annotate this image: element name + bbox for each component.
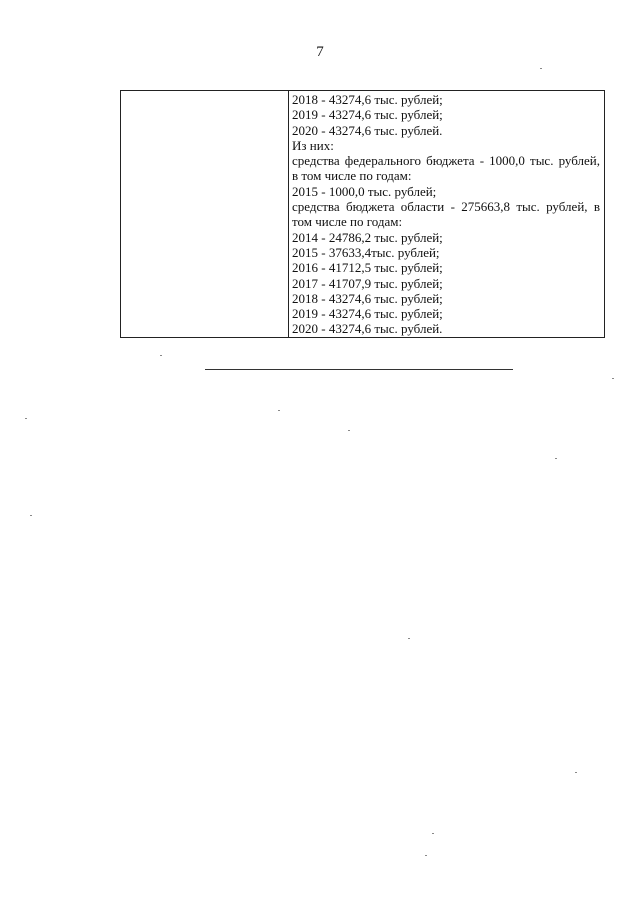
funding-line: Из них: xyxy=(292,137,334,153)
scan-speck xyxy=(540,68,542,69)
table-right-cell xyxy=(289,91,604,337)
scan-speck xyxy=(25,418,27,419)
end-of-section-rule xyxy=(205,369,513,370)
scan-speck xyxy=(348,430,350,431)
funding-line: 2017 - 41707,9 тыс. рублей; xyxy=(292,275,443,291)
scan-speck xyxy=(555,458,557,459)
scan-speck xyxy=(425,855,427,856)
funding-line: 2020 - 43274,6 тыс. рублей. xyxy=(292,122,443,138)
funding-table xyxy=(120,90,605,338)
scan-speck xyxy=(30,515,32,516)
scan-speck xyxy=(278,410,280,411)
scan-speck xyxy=(575,772,577,773)
funding-line: 2014 - 24786,2 тыс. рублей; xyxy=(292,229,443,245)
funding-line: 2015 - 1000,0 тыс. рублей; xyxy=(292,183,437,199)
funding-line: 2020 - 43274,6 тыс. рублей. xyxy=(292,321,443,337)
funding-line: средства бюджета области - 275663,8 тыс. рублей, в xyxy=(292,199,600,215)
page-number: 7 xyxy=(316,44,324,60)
table-left-cell xyxy=(121,91,289,337)
funding-line: 2018 - 43274,6 тыс. рублей; xyxy=(292,290,443,306)
scan-speck xyxy=(160,355,162,356)
funding-line: 2019 - 43274,6 тыс. рублей; xyxy=(292,306,443,322)
funding-line: в том числе по годам: xyxy=(292,168,412,184)
scan-speck xyxy=(408,638,410,639)
scan-speck xyxy=(432,833,434,834)
funding-line: 2016 - 41712,5 тыс. рублей; xyxy=(292,260,443,276)
funding-line: 2018 - 43274,6 тыс. рублей; xyxy=(292,92,443,107)
funding-line: том числе по годам: xyxy=(292,214,403,230)
scan-speck xyxy=(612,378,614,379)
funding-line: 2015 - 37633,4тыс. рублей; xyxy=(292,244,440,260)
funding-line: 2019 - 43274,6 тыс. рублей; xyxy=(292,107,443,123)
funding-line: средства федерального бюджета - 1000,0 тыс. рублей, xyxy=(292,153,600,169)
